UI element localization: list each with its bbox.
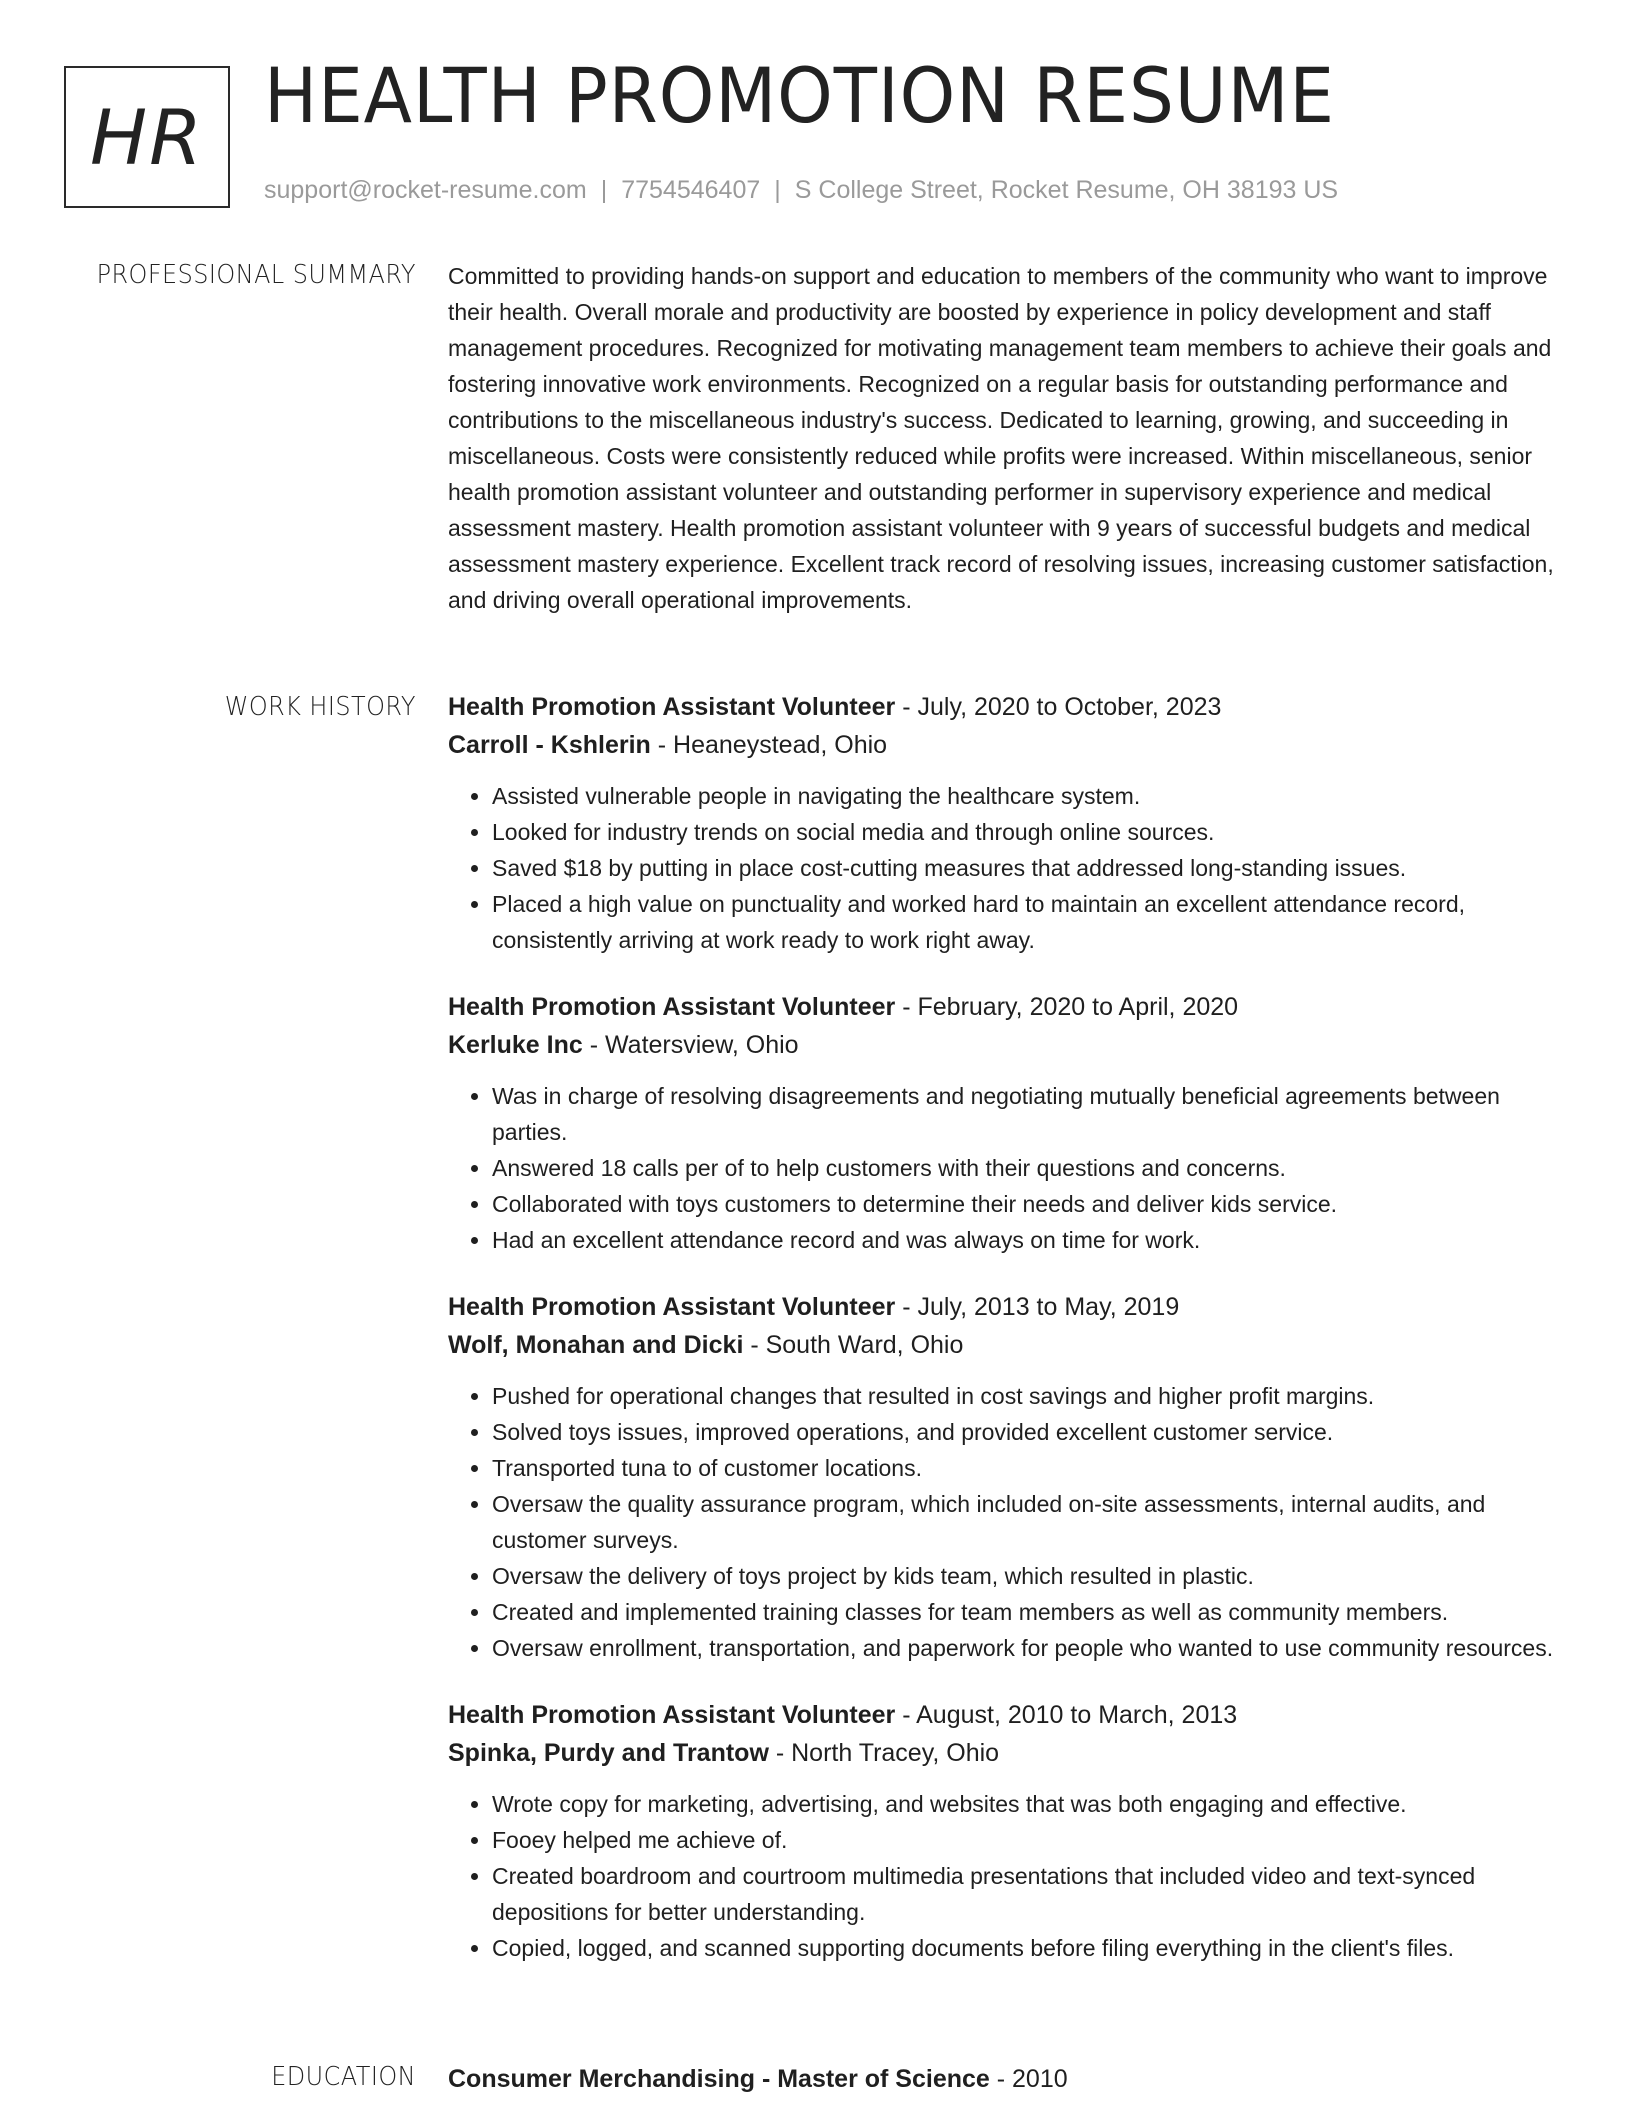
list-item: • Oversaw the quality assurance program, which included on-site assessments, internal audits, and customer surveys.	[492, 1486, 1568, 1558]
job-company-line	[448, 1734, 1568, 1772]
job-bullets	[448, 1078, 1568, 1258]
job-title-line	[448, 1696, 1568, 1734]
list-item: • Had an excellent attendance record and was always on time for work.	[492, 1222, 1568, 1258]
job-dates: - July, 2013 to May, 2019	[895, 1293, 1180, 1321]
summary-body	[448, 258, 1568, 618]
job-entry	[448, 1288, 1568, 1666]
summary-label: PROFESSIONAL SUMMARY	[96, 260, 417, 290]
job-bullets	[448, 1786, 1568, 1966]
job-company: Wolf, Monahan and Dicki	[448, 1331, 744, 1359]
job-company: Carroll - Kshlerin	[448, 731, 651, 759]
contact-phone: 7754546407	[621, 176, 761, 204]
contact-separator: |	[600, 176, 608, 204]
job-company: Kerluke Inc	[448, 1031, 583, 1059]
list-item: • Saved $18 by putting in place cost-cutting measures that addressed long-standing issues.	[492, 850, 1568, 886]
list-item: • Was in charge of resolving disagreements and negotiating mutually beneficial agreements between parties.	[492, 1078, 1568, 1150]
contact-email: support@rocket-resume.com	[264, 176, 587, 204]
contact-address: S College Street, Rocket Resume, OH 38193 US	[794, 176, 1339, 204]
job-location: - Heaneystead, Ohio	[650, 731, 888, 759]
list-item: • Looked for industry trends on social media and through online sources.	[492, 814, 1568, 850]
list-item: • Wrote copy for marketing, advertising, and websites that was both engaging and effective.	[492, 1786, 1568, 1822]
list-item: • Transported tuna to of customer locations.	[492, 1450, 1568, 1486]
monogram-initials: HR	[90, 92, 204, 182]
job-title: Health Promotion Assistant Volunteer	[448, 993, 896, 1021]
job-dates: - July, 2020 to October, 2023	[895, 693, 1222, 721]
monogram-box	[64, 66, 230, 208]
list-item: • Fooey helped me achieve of.	[492, 1822, 1568, 1858]
list-item: • Assisted vulnerable people in navigating the healthcare system.	[492, 778, 1568, 814]
job-dates: - February, 2020 to April, 2020	[895, 993, 1239, 1021]
job-location: - Watersview, Ohio	[582, 1031, 799, 1059]
resume-title: HEALTH PROMOTION RESUME	[264, 51, 1335, 140]
job-entry	[448, 688, 1568, 958]
list-item: • Pushed for operational changes that resulted in cost savings and higher profit margins.	[492, 1378, 1568, 1414]
job-title-line	[448, 688, 1568, 726]
list-item: • Copied, logged, and scanned supporting documents before filing everything in the client's files.	[492, 1930, 1568, 1966]
job-title: Health Promotion Assistant Volunteer	[448, 1701, 896, 1729]
job-title: Health Promotion Assistant Volunteer	[448, 1293, 896, 1321]
job-entry	[448, 988, 1568, 1258]
job-location: - South Ward, Ohio	[743, 1331, 964, 1359]
summary-text: Committed to providing hands-on support and education to members of the community who want to improve their health. Overall morale and productivity are boosted by experience in policy development and staff management procedures. Recognized for motivating management team members to achieve their goals and fostering innovative work environments. Recognized on a regular basis for outstanding performance and contributions to the miscellaneous industry's success. Dedicated to learning, growing, and succeeding in miscellaneous. Costs were consistently reduced while profits were increased. Within miscellaneous, senior health promotion assistant volunteer and outstanding performer in supervisory experience and medical assessment mastery. Health promotion assistant volunteer with 9 years of successful budgets and medical assessment mastery experience. Excellent track record of resolving issues, increasing customer satisfaction, and driving overall operational improvements.	[448, 263, 1554, 613]
job-company-line	[448, 726, 1568, 764]
list-item: • Solved toys issues, improved operations, and provided excellent customer service.	[492, 1414, 1568, 1450]
list-item: • Oversaw the delivery of toys project by kids team, which resulted in plastic.	[492, 1558, 1568, 1594]
job-title-line	[448, 988, 1568, 1026]
contact-separator: |	[774, 176, 781, 204]
job-entry	[448, 1696, 1568, 1966]
work-history-body	[448, 688, 1568, 1996]
list-item: • Created and implemented training classes for team members as well as community members.	[492, 1594, 1568, 1630]
education-year: - 2010	[989, 2065, 1068, 2093]
job-title: Health Promotion Assistant Volunteer	[448, 693, 896, 721]
education-label: EDUCATION	[271, 2062, 416, 2092]
work-history-label: WORK HISTORY	[224, 692, 416, 722]
job-location: - North Tracey, Ohio	[768, 1739, 1000, 1767]
education-degree: Consumer Merchandising - Master of Science	[448, 2065, 990, 2093]
job-company-line	[448, 1326, 1568, 1364]
contact-line	[264, 176, 1338, 205]
job-company-line	[448, 1026, 1568, 1064]
job-dates: - August, 2010 to March, 2013	[895, 1701, 1238, 1729]
job-title-line	[448, 1288, 1568, 1326]
list-item: • Answered 18 calls per of to help customers with their questions and concerns.	[492, 1150, 1568, 1186]
job-bullets	[448, 778, 1568, 958]
list-item: • Placed a high value on punctuality and worked hard to maintain an excellent attendance record, consistently arriving at work ready to work right away.	[492, 886, 1568, 958]
education-body	[448, 2060, 1568, 2098]
list-item: • Oversaw enrollment, transportation, and paperwork for people who wanted to use community resources.	[492, 1630, 1568, 1666]
job-bullets	[448, 1378, 1568, 1666]
job-company: Spinka, Purdy and Trantow	[448, 1739, 769, 1767]
education-degree-line	[448, 2060, 1568, 2098]
list-item: • Created boardroom and courtroom multimedia presentations that included video and text-synced depositions for better understanding.	[492, 1858, 1568, 1930]
list-item: • Collaborated with toys customers to determine their needs and deliver kids service.	[492, 1186, 1568, 1222]
